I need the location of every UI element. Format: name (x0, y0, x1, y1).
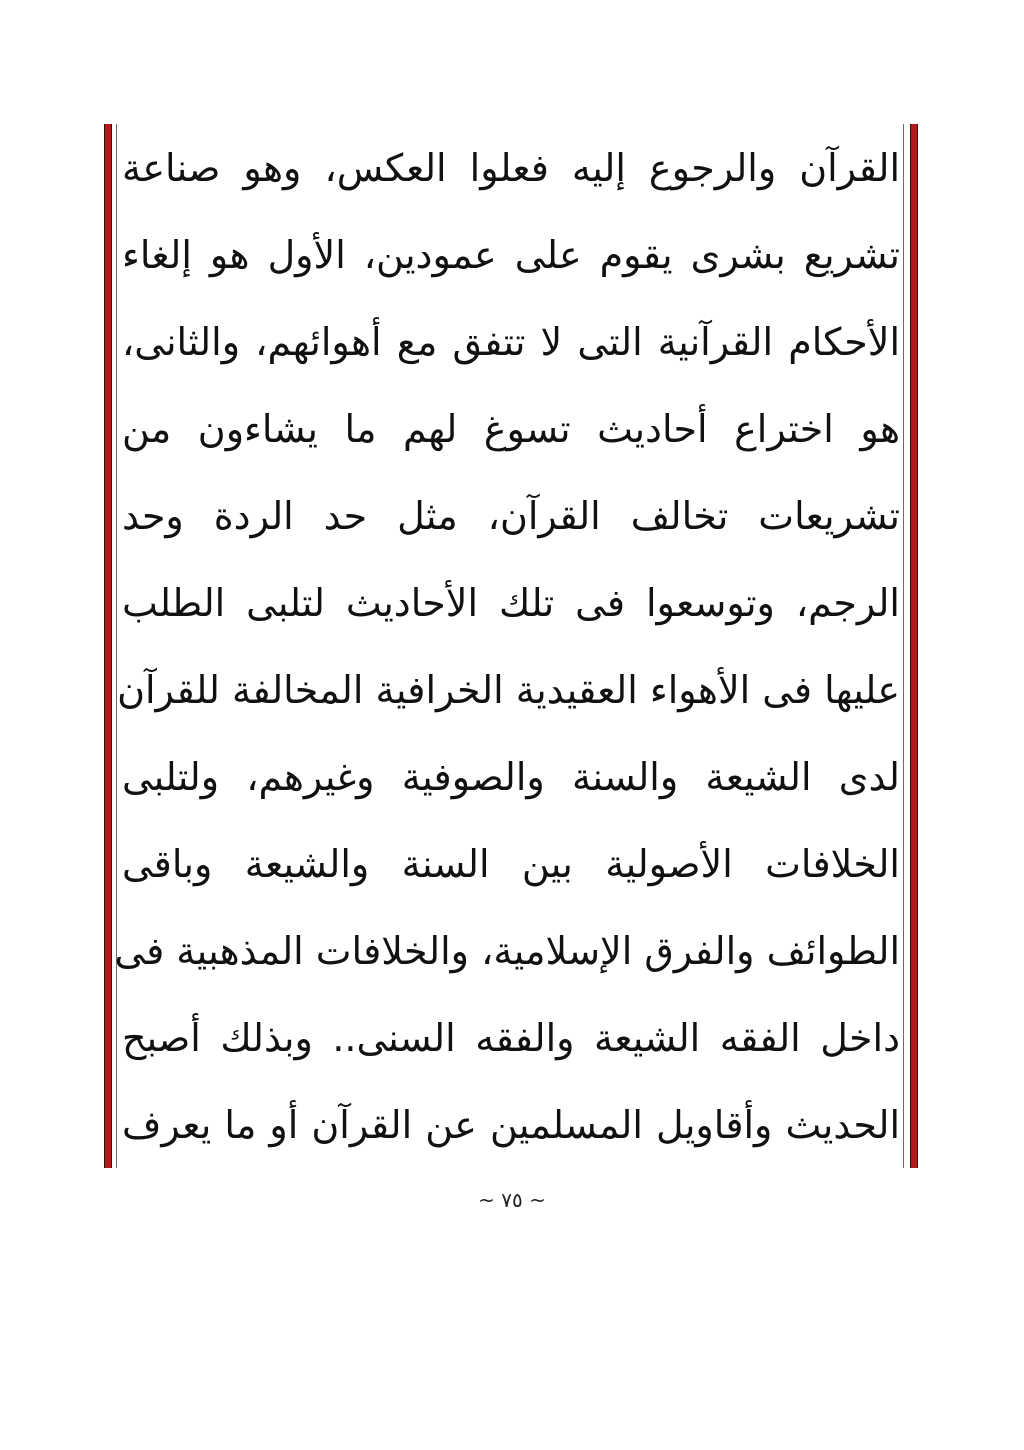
text-line (114, 907, 900, 994)
text-line (122, 472, 900, 559)
left-inner-border (116, 124, 117, 1168)
text-line-content: عليها فى الأهواء العقيدية الخرافية المخالفة للقرآن (117, 667, 900, 712)
text-line (117, 646, 900, 733)
right-inner-border (903, 124, 904, 1168)
text-line (122, 559, 900, 646)
text-line (122, 211, 900, 298)
text-line (122, 820, 900, 907)
right-page-border (910, 124, 918, 1168)
text-line (122, 385, 900, 472)
page-text-block (114, 124, 900, 1168)
text-line (122, 994, 900, 1081)
text-line-content: لدى الشيعة والسنة والصوفية وغيرهم، ولتلبى (122, 754, 900, 799)
text-line-content: داخل الفقه الشيعة والفقه السنى.. وبذلك أصبح (122, 1015, 900, 1060)
text-line-content: الحديث وأقاويل المسلمين عن القرآن أو ما يعرف (122, 1102, 900, 1147)
page-number: ~ ٧٥ ~ (478, 1188, 546, 1212)
text-line-content: تشريع بشرى يقوم على عمودين، الأول هو إلغاء (122, 232, 900, 277)
text-line (122, 1081, 900, 1168)
text-line-content: الأحكام القرآنية التى لا تتفق مع أهوائهم، والثانى، (122, 319, 900, 364)
text-line-content: الطوائف والفرق الإسلامية، والخلافات المذهبية فى (114, 928, 900, 973)
text-line-content: الرجم، وتوسعوا فى تلك الأحاديث لتلبى الطلب (122, 580, 900, 625)
left-page-border (104, 124, 112, 1168)
text-line (122, 733, 900, 820)
text-line-content: هو اختراع أحاديث تسوغ لهم ما يشاءون من (122, 406, 900, 451)
text-line-content: الخلافات الأصولية بين السنة والشيعة وباقى (122, 841, 900, 886)
text-line (122, 124, 900, 211)
text-line (122, 298, 900, 385)
text-line-content: تشريعات تخالف القرآن، مثل حد الردة وحد (122, 493, 900, 538)
text-line-content: القرآن والرجوع إليه فعلوا العكس، وهو صناعة (122, 145, 900, 190)
